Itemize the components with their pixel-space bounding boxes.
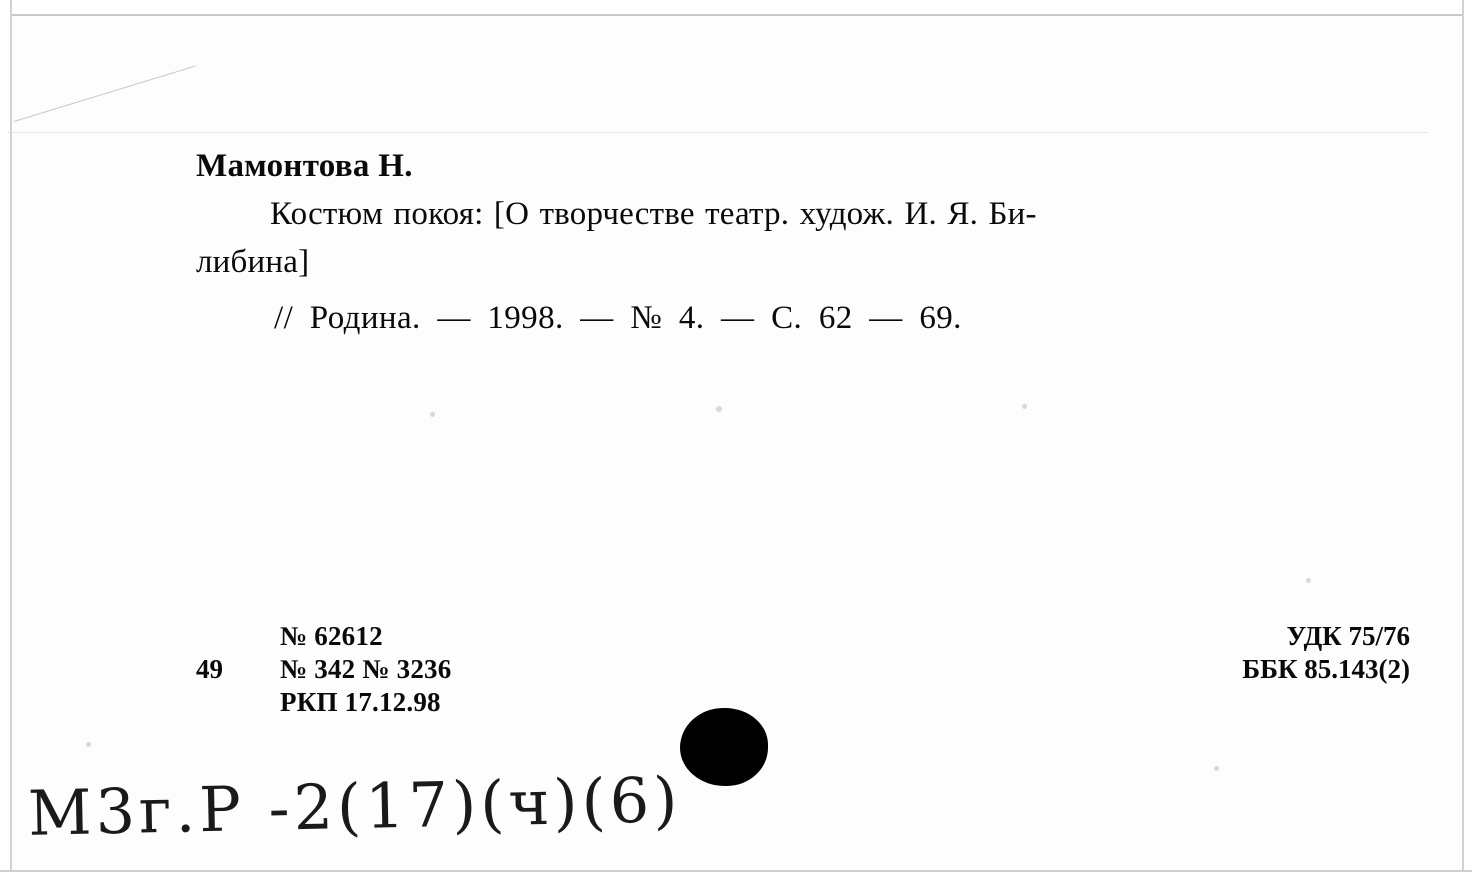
scan-edge-right [1462,0,1472,880]
scan-speck [1306,578,1311,583]
record-source-citation: // Родина. — 1998. — № 4. — С. 62 — 69. [274,300,962,336]
registration-number: РКП 17.12.98 [280,687,441,717]
inventory-number-1: № 62612 [280,621,383,651]
classification-codes [1242,620,1410,686]
shelf-number: 49 [196,654,223,684]
record-title-line-1: Костюм покоя: [О творчестве театр. худож. И. Я. Би- [270,196,1037,232]
inventory-numbers [280,620,451,719]
udc-code: УДК 75/76 [1286,621,1410,651]
record-title-line-2: либина] [196,244,310,280]
scan-speck [1214,766,1219,771]
record-author: Мамонтова Н. [196,148,413,184]
ink-blot-mark [680,708,768,786]
inventory-number-2: № 342 № 3236 [280,654,452,684]
scan-speck [430,412,435,417]
handwritten-annotation: M3г.P -2(17)(ч)(6) [27,763,683,850]
scan-speck [86,742,91,747]
paper-crease-mark [14,65,212,175]
paper-fold-line [8,132,1428,135]
bibliographic-record [196,145,1376,339]
scan-edge-top [0,0,1472,16]
bbk-code: ББК 85.143(2) [1242,654,1410,684]
scan-speck [1022,404,1027,409]
scan-speck [716,406,722,412]
scan-edge-bottom [0,870,1472,880]
